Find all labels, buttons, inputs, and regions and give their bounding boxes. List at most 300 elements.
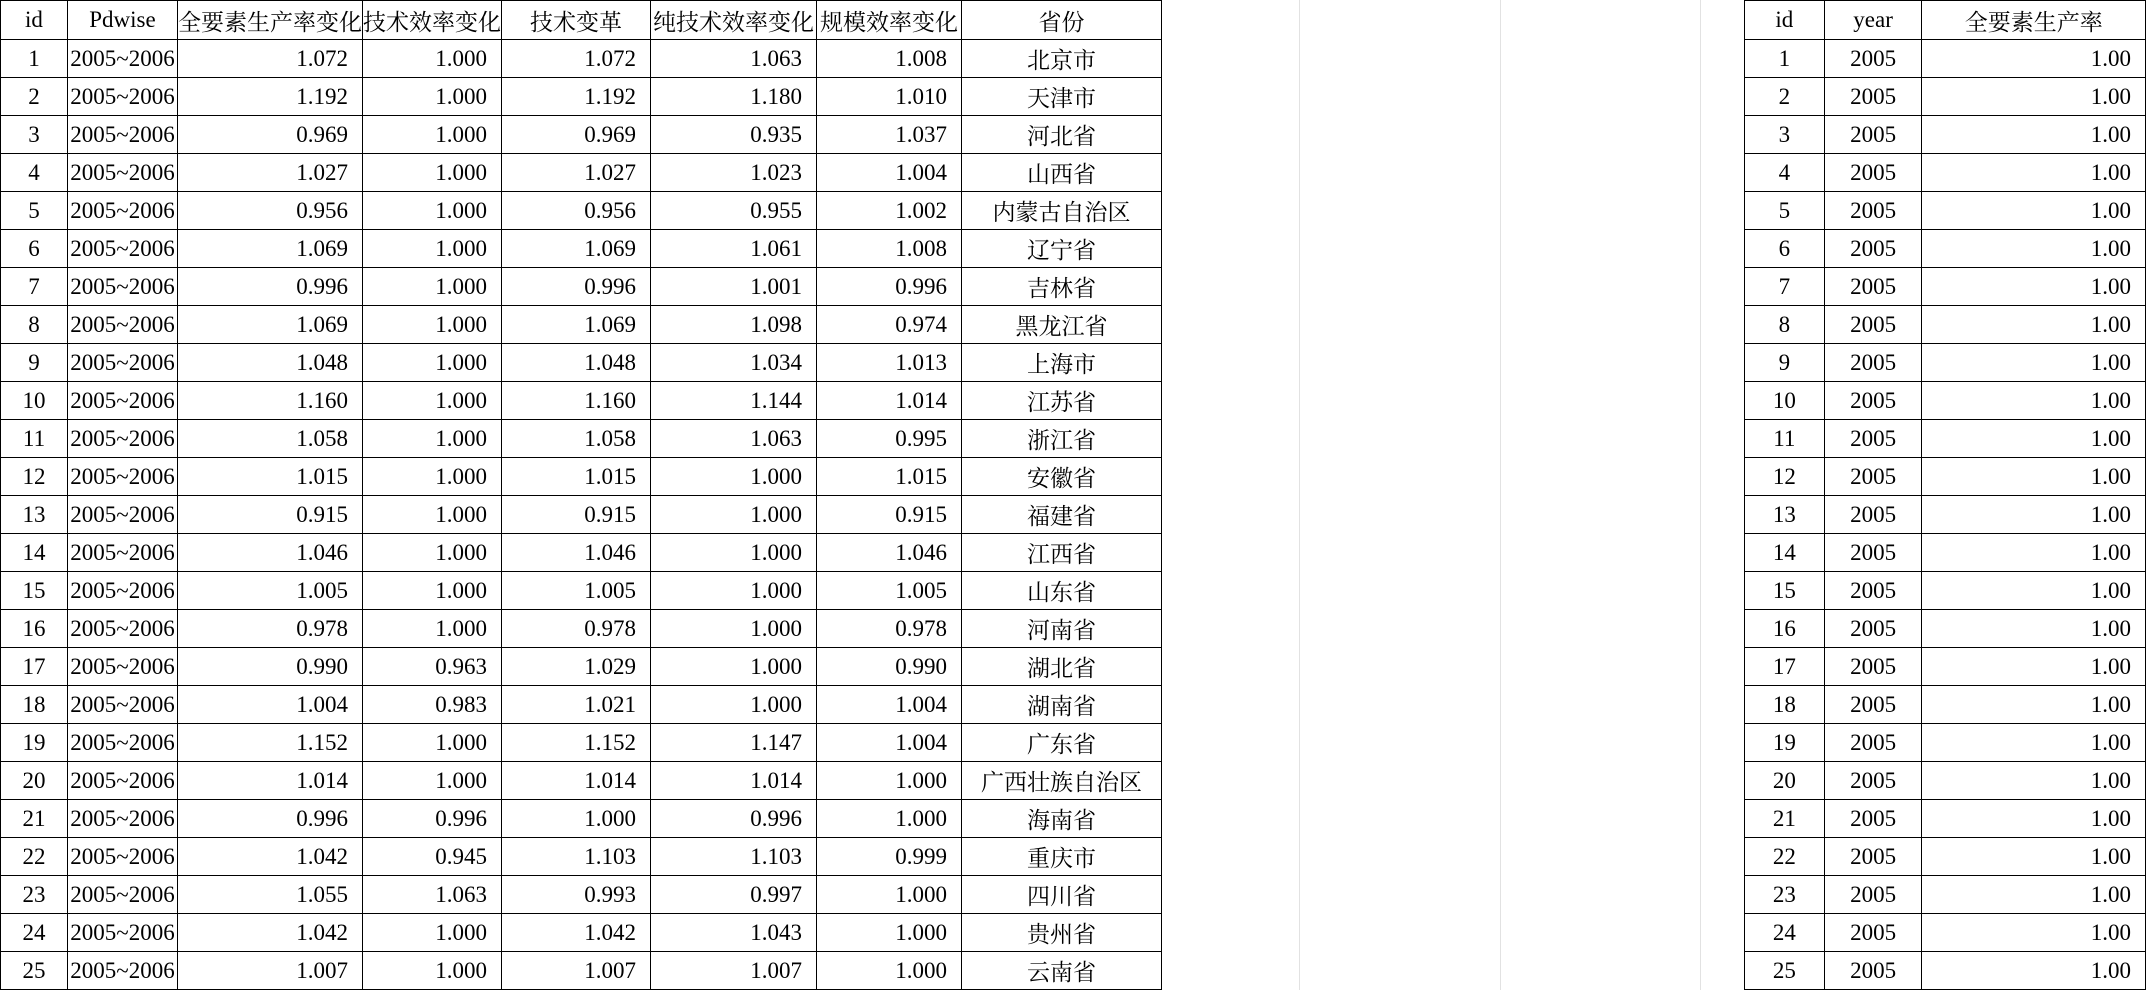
results-cell[interactable]: 2005~2006: [68, 572, 178, 610]
results-row[interactable]: [1, 458, 1162, 496]
results-cell[interactable]: 1.001: [651, 268, 817, 306]
tfp-cell[interactable]: 1.00: [1922, 686, 2146, 724]
results-cell[interactable]: 2005~2006: [68, 914, 178, 952]
results-row[interactable]: [1, 382, 1162, 420]
tfp-cell[interactable]: 25: [1745, 952, 1825, 990]
tfp-cell[interactable]: 23: [1745, 876, 1825, 914]
tfp-cell[interactable]: 12: [1745, 458, 1825, 496]
results-cell[interactable]: 江苏省: [962, 382, 1162, 420]
results-cell[interactable]: 0.996: [178, 268, 363, 306]
tfp-cell[interactable]: 1.00: [1922, 78, 2146, 116]
tfp-cell[interactable]: 2005: [1824, 534, 1922, 572]
tfp-index-table[interactable]: [1744, 0, 2146, 990]
results-cell[interactable]: 0.993: [502, 876, 651, 914]
tfp-column-header[interactable]: year: [1824, 1, 1922, 40]
results-cell[interactable]: 2005~2006: [68, 116, 178, 154]
tfp-cell[interactable]: 2005: [1824, 306, 1922, 344]
results-cell[interactable]: 1.023: [651, 154, 817, 192]
results-cell[interactable]: 1.000: [817, 914, 962, 952]
results-cell[interactable]: 1.072: [178, 40, 363, 78]
results-cell[interactable]: 2: [1, 78, 68, 116]
results-cell[interactable]: 1.147: [651, 724, 817, 762]
results-cell[interactable]: 重庆市: [962, 838, 1162, 876]
tfp-cell[interactable]: 2005: [1824, 876, 1922, 914]
tfp-cell[interactable]: 3: [1745, 116, 1825, 154]
results-row[interactable]: [1, 154, 1162, 192]
results-cell[interactable]: 2005~2006: [68, 724, 178, 762]
tfp-cell[interactable]: 2005: [1824, 420, 1922, 458]
results-row[interactable]: [1, 686, 1162, 724]
results-cell[interactable]: 1.152: [502, 724, 651, 762]
tfp-cell[interactable]: 1.00: [1922, 914, 2146, 952]
tfp-row[interactable]: [1745, 800, 2146, 838]
results-cell[interactable]: 1.000: [363, 306, 502, 344]
results-row[interactable]: [1, 534, 1162, 572]
results-cell[interactable]: 1.015: [502, 458, 651, 496]
results-cell[interactable]: 1.015: [817, 458, 962, 496]
tfp-cell[interactable]: 1.00: [1922, 572, 2146, 610]
results-cell[interactable]: 2005~2006: [68, 610, 178, 648]
results-row[interactable]: [1, 648, 1162, 686]
tfp-cell[interactable]: 1.00: [1922, 382, 2146, 420]
tfp-column-header[interactable]: 全要素生产率: [1922, 1, 2146, 40]
results-cell[interactable]: 1.000: [651, 610, 817, 648]
results-row[interactable]: [1, 876, 1162, 914]
tfp-cell[interactable]: 2005: [1824, 762, 1922, 800]
tfp-row[interactable]: [1745, 40, 2146, 78]
tfp-cell[interactable]: 6: [1745, 230, 1825, 268]
tfp-cell[interactable]: 20: [1745, 762, 1825, 800]
results-cell[interactable]: 1.000: [651, 648, 817, 686]
results-cell[interactable]: 1.007: [651, 952, 817, 990]
tfp-cell[interactable]: 2005: [1824, 610, 1922, 648]
tfp-cell[interactable]: 2005: [1824, 344, 1922, 382]
results-cell[interactable]: 0.969: [502, 116, 651, 154]
results-cell[interactable]: 贵州省: [962, 914, 1162, 952]
results-cell[interactable]: 1.192: [178, 78, 363, 116]
tfp-cell[interactable]: 1.00: [1922, 876, 2146, 914]
tfp-cell[interactable]: 1.00: [1922, 154, 2146, 192]
results-cell[interactable]: 0.915: [817, 496, 962, 534]
results-cell[interactable]: 吉林省: [962, 268, 1162, 306]
results-row[interactable]: [1, 496, 1162, 534]
results-cell[interactable]: 20: [1, 762, 68, 800]
results-cell[interactable]: 1.000: [363, 534, 502, 572]
results-cell[interactable]: 1.000: [363, 230, 502, 268]
results-cell[interactable]: 18: [1, 686, 68, 724]
results-cell[interactable]: 1.034: [651, 344, 817, 382]
results-cell[interactable]: 1.000: [363, 344, 502, 382]
results-cell[interactable]: 1.037: [817, 116, 962, 154]
results-cell[interactable]: 1.015: [178, 458, 363, 496]
results-cell[interactable]: 2005~2006: [68, 458, 178, 496]
results-row[interactable]: [1, 952, 1162, 990]
results-column-header[interactable]: 技术变革: [502, 1, 651, 40]
results-cell[interactable]: 2005~2006: [68, 420, 178, 458]
results-cell[interactable]: 1.042: [502, 914, 651, 952]
results-cell[interactable]: 21: [1, 800, 68, 838]
results-cell[interactable]: 1.005: [817, 572, 962, 610]
results-cell[interactable]: 1.000: [363, 610, 502, 648]
results-row[interactable]: [1, 192, 1162, 230]
results-cell[interactable]: 2005~2006: [68, 382, 178, 420]
results-cell[interactable]: 1.000: [363, 762, 502, 800]
results-cell[interactable]: 1.180: [651, 78, 817, 116]
results-cell[interactable]: 内蒙古自治区: [962, 192, 1162, 230]
results-cell[interactable]: 2005~2006: [68, 800, 178, 838]
results-cell[interactable]: 9: [1, 344, 68, 382]
results-cell[interactable]: 1.069: [502, 306, 651, 344]
results-cell[interactable]: 辽宁省: [962, 230, 1162, 268]
results-cell[interactable]: 0.999: [817, 838, 962, 876]
results-cell[interactable]: 0.915: [178, 496, 363, 534]
results-cell[interactable]: 1.043: [651, 914, 817, 952]
tfp-cell[interactable]: 16: [1745, 610, 1825, 648]
results-cell[interactable]: 1.000: [363, 382, 502, 420]
results-cell[interactable]: 1.063: [651, 40, 817, 78]
results-cell[interactable]: 15: [1, 572, 68, 610]
results-cell[interactable]: 23: [1, 876, 68, 914]
results-row[interactable]: [1, 78, 1162, 116]
results-cell[interactable]: 12: [1, 458, 68, 496]
results-cell[interactable]: 浙江省: [962, 420, 1162, 458]
results-cell[interactable]: 湖北省: [962, 648, 1162, 686]
tfp-cell[interactable]: 1: [1745, 40, 1825, 78]
tfp-cell[interactable]: 1.00: [1922, 610, 2146, 648]
results-cell[interactable]: 广西壮族自治区: [962, 762, 1162, 800]
results-cell[interactable]: 1.046: [178, 534, 363, 572]
results-cell[interactable]: 0.969: [178, 116, 363, 154]
tfp-cell[interactable]: 24: [1745, 914, 1825, 952]
results-cell[interactable]: 1.042: [178, 838, 363, 876]
results-cell[interactable]: 福建省: [962, 496, 1162, 534]
results-cell[interactable]: 1.000: [363, 78, 502, 116]
results-cell[interactable]: 1.027: [502, 154, 651, 192]
tfp-cell[interactable]: 10: [1745, 382, 1825, 420]
tfp-row[interactable]: [1745, 192, 2146, 230]
tfp-cell[interactable]: 7: [1745, 268, 1825, 306]
results-cell[interactable]: 1.055: [178, 876, 363, 914]
tfp-cell[interactable]: 8: [1745, 306, 1825, 344]
results-cell[interactable]: 0.956: [502, 192, 651, 230]
tfp-cell[interactable]: 1.00: [1922, 230, 2146, 268]
results-cell[interactable]: 1.013: [817, 344, 962, 382]
results-cell[interactable]: 0.974: [817, 306, 962, 344]
results-cell[interactable]: 0.996: [651, 800, 817, 838]
results-cell[interactable]: 1.008: [817, 40, 962, 78]
results-row[interactable]: [1, 116, 1162, 154]
results-cell[interactable]: 0.995: [817, 420, 962, 458]
results-cell[interactable]: 2005~2006: [68, 306, 178, 344]
tfp-row[interactable]: [1745, 534, 2146, 572]
tfp-cell[interactable]: 14: [1745, 534, 1825, 572]
results-cell[interactable]: 1.005: [178, 572, 363, 610]
results-row[interactable]: [1, 914, 1162, 952]
tfp-cell[interactable]: 1.00: [1922, 838, 2146, 876]
results-cell[interactable]: 1.000: [651, 458, 817, 496]
results-row[interactable]: [1, 40, 1162, 78]
tfp-cell[interactable]: 2005: [1824, 914, 1922, 952]
tfp-cell[interactable]: 19: [1745, 724, 1825, 762]
tfp-cell[interactable]: 2: [1745, 78, 1825, 116]
tfp-cell[interactable]: 13: [1745, 496, 1825, 534]
results-cell[interactable]: 2005~2006: [68, 40, 178, 78]
tfp-cell[interactable]: 2005: [1824, 116, 1922, 154]
results-cell[interactable]: 11: [1, 420, 68, 458]
tfp-cell[interactable]: 1.00: [1922, 306, 2146, 344]
results-cell[interactable]: 1.000: [363, 192, 502, 230]
tfp-cell[interactable]: 21: [1745, 800, 1825, 838]
results-cell[interactable]: 1: [1, 40, 68, 78]
results-cell[interactable]: 1.098: [651, 306, 817, 344]
results-column-header[interactable]: 纯技术效率变化: [651, 1, 817, 40]
tfp-row[interactable]: [1745, 116, 2146, 154]
results-cell[interactable]: 13: [1, 496, 68, 534]
results-row[interactable]: [1, 724, 1162, 762]
tfp-cell[interactable]: 2005: [1824, 838, 1922, 876]
tfp-row[interactable]: [1745, 610, 2146, 648]
results-cell[interactable]: 1.069: [178, 230, 363, 268]
tfp-row[interactable]: [1745, 458, 2146, 496]
results-cell[interactable]: 17: [1, 648, 68, 686]
results-cell[interactable]: 1.152: [178, 724, 363, 762]
results-cell[interactable]: 1.042: [178, 914, 363, 952]
tfp-cell[interactable]: 2005: [1824, 496, 1922, 534]
tfp-cell[interactable]: 1.00: [1922, 762, 2146, 800]
results-cell[interactable]: 1.027: [178, 154, 363, 192]
results-cell[interactable]: 2005~2006: [68, 230, 178, 268]
results-row[interactable]: [1, 572, 1162, 610]
tfp-column-header[interactable]: id: [1745, 1, 1825, 40]
results-cell[interactable]: 0.996: [363, 800, 502, 838]
results-cell[interactable]: 1.000: [363, 496, 502, 534]
results-cell[interactable]: 2005~2006: [68, 838, 178, 876]
tfp-row[interactable]: [1745, 572, 2146, 610]
results-cell[interactable]: 云南省: [962, 952, 1162, 990]
tfp-cell[interactable]: 11: [1745, 420, 1825, 458]
tfp-cell[interactable]: 9: [1745, 344, 1825, 382]
results-cell[interactable]: 1.014: [817, 382, 962, 420]
tfp-cell[interactable]: 2005: [1824, 572, 1922, 610]
results-cell[interactable]: 1.192: [502, 78, 651, 116]
results-cell[interactable]: 5: [1, 192, 68, 230]
tfp-cell[interactable]: 1.00: [1922, 800, 2146, 838]
results-row[interactable]: [1, 230, 1162, 268]
tfp-row[interactable]: [1745, 154, 2146, 192]
results-cell[interactable]: 2005~2006: [68, 534, 178, 572]
results-cell[interactable]: 1.000: [817, 876, 962, 914]
results-row[interactable]: [1, 420, 1162, 458]
tfp-cell[interactable]: 1.00: [1922, 534, 2146, 572]
results-cell[interactable]: 1.000: [817, 952, 962, 990]
results-cell[interactable]: 河南省: [962, 610, 1162, 648]
tfp-cell[interactable]: 22: [1745, 838, 1825, 876]
results-cell[interactable]: 1.103: [651, 838, 817, 876]
results-cell[interactable]: 安徽省: [962, 458, 1162, 496]
results-cell[interactable]: 湖南省: [962, 686, 1162, 724]
results-cell[interactable]: 22: [1, 838, 68, 876]
results-column-header[interactable]: 省份: [962, 1, 1162, 40]
results-cell[interactable]: 广东省: [962, 724, 1162, 762]
results-column-header[interactable]: Pdwise: [68, 1, 178, 40]
results-row[interactable]: [1, 268, 1162, 306]
tfp-cell[interactable]: 17: [1745, 648, 1825, 686]
results-cell[interactable]: 1.014: [502, 762, 651, 800]
tfp-row[interactable]: [1745, 686, 2146, 724]
results-cell[interactable]: 0.978: [502, 610, 651, 648]
results-cell[interactable]: 1.014: [651, 762, 817, 800]
results-cell[interactable]: 0.915: [502, 496, 651, 534]
results-cell[interactable]: 1.000: [817, 800, 962, 838]
tfp-cell[interactable]: 15: [1745, 572, 1825, 610]
tfp-row[interactable]: [1745, 306, 2146, 344]
tfp-cell[interactable]: 1.00: [1922, 724, 2146, 762]
tfp-row[interactable]: [1745, 268, 2146, 306]
results-cell[interactable]: 1.004: [817, 724, 962, 762]
results-cell[interactable]: 1.010: [817, 78, 962, 116]
tfp-row[interactable]: [1745, 914, 2146, 952]
tfp-row[interactable]: [1745, 838, 2146, 876]
tfp-cell[interactable]: 2005: [1824, 686, 1922, 724]
results-cell[interactable]: 4: [1, 154, 68, 192]
tfp-cell[interactable]: 2005: [1824, 382, 1922, 420]
tfp-cell[interactable]: 2005: [1824, 724, 1922, 762]
results-cell[interactable]: 0.996: [178, 800, 363, 838]
results-cell[interactable]: 10: [1, 382, 68, 420]
results-cell[interactable]: 2005~2006: [68, 496, 178, 534]
results-cell[interactable]: 天津市: [962, 78, 1162, 116]
results-cell[interactable]: 2005~2006: [68, 154, 178, 192]
results-cell[interactable]: 1.000: [363, 572, 502, 610]
results-row[interactable]: [1, 762, 1162, 800]
results-cell[interactable]: 1.069: [178, 306, 363, 344]
results-column-header[interactable]: 规模效率变化: [817, 1, 962, 40]
results-cell[interactable]: 1.046: [817, 534, 962, 572]
results-cell[interactable]: 1.007: [502, 952, 651, 990]
results-cell[interactable]: 1.000: [363, 724, 502, 762]
results-row[interactable]: [1, 344, 1162, 382]
results-cell[interactable]: 1.004: [817, 154, 962, 192]
results-cell[interactable]: 1.000: [363, 268, 502, 306]
results-cell[interactable]: 山西省: [962, 154, 1162, 192]
tfp-cell[interactable]: 2005: [1824, 230, 1922, 268]
tfp-cell[interactable]: 1.00: [1922, 648, 2146, 686]
results-cell[interactable]: 3: [1, 116, 68, 154]
results-row[interactable]: [1, 610, 1162, 648]
results-cell[interactable]: 0.963: [363, 648, 502, 686]
results-cell[interactable]: 1.000: [363, 40, 502, 78]
results-cell[interactable]: 2005~2006: [68, 78, 178, 116]
results-cell[interactable]: 0.996: [502, 268, 651, 306]
results-cell[interactable]: 2005~2006: [68, 686, 178, 724]
results-cell[interactable]: 1.046: [502, 534, 651, 572]
results-cell[interactable]: 16: [1, 610, 68, 648]
results-cell[interactable]: 1.063: [363, 876, 502, 914]
results-column-header[interactable]: 全要素生产率变化: [178, 1, 363, 40]
results-cell[interactable]: 1.000: [817, 762, 962, 800]
tfp-row[interactable]: [1745, 78, 2146, 116]
tfp-cell[interactable]: 5: [1745, 192, 1825, 230]
results-cell[interactable]: 1.002: [817, 192, 962, 230]
results-cell[interactable]: 江西省: [962, 534, 1162, 572]
tfp-row[interactable]: [1745, 762, 2146, 800]
results-cell[interactable]: 1.000: [363, 914, 502, 952]
tfp-cell[interactable]: 2005: [1824, 648, 1922, 686]
results-cell[interactable]: 14: [1, 534, 68, 572]
results-cell[interactable]: 0.978: [178, 610, 363, 648]
results-cell[interactable]: 1.063: [651, 420, 817, 458]
results-cell[interactable]: 河北省: [962, 116, 1162, 154]
results-cell[interactable]: 1.048: [502, 344, 651, 382]
results-cell[interactable]: 8: [1, 306, 68, 344]
results-cell[interactable]: 1.021: [502, 686, 651, 724]
tfp-cell[interactable]: 1.00: [1922, 496, 2146, 534]
results-cell[interactable]: 1.072: [502, 40, 651, 78]
tfp-cell[interactable]: 2005: [1824, 952, 1922, 990]
results-column-header[interactable]: id: [1, 1, 68, 40]
tfp-cell[interactable]: 2005: [1824, 154, 1922, 192]
tfp-cell[interactable]: 2005: [1824, 458, 1922, 496]
tfp-row[interactable]: [1745, 382, 2146, 420]
results-cell[interactable]: 1.048: [178, 344, 363, 382]
tfp-cell[interactable]: 1.00: [1922, 116, 2146, 154]
tfp-cell[interactable]: 1.00: [1922, 344, 2146, 382]
results-cell[interactable]: 1.000: [363, 420, 502, 458]
results-cell[interactable]: 0.955: [651, 192, 817, 230]
results-cell[interactable]: 1.000: [651, 572, 817, 610]
results-row[interactable]: [1, 838, 1162, 876]
results-cell[interactable]: 1.008: [817, 230, 962, 268]
results-cell[interactable]: 上海市: [962, 344, 1162, 382]
results-cell[interactable]: 0.945: [363, 838, 502, 876]
tfp-row[interactable]: [1745, 724, 2146, 762]
tfp-cell[interactable]: 2005: [1824, 192, 1922, 230]
results-cell[interactable]: 四川省: [962, 876, 1162, 914]
results-cell[interactable]: 25: [1, 952, 68, 990]
tfp-cell[interactable]: 4: [1745, 154, 1825, 192]
tfp-row[interactable]: [1745, 344, 2146, 382]
tfp-cell[interactable]: 1.00: [1922, 420, 2146, 458]
results-cell[interactable]: 1.029: [502, 648, 651, 686]
results-cell[interactable]: 2005~2006: [68, 192, 178, 230]
tfp-cell[interactable]: 2005: [1824, 40, 1922, 78]
tfp-row[interactable]: [1745, 648, 2146, 686]
results-cell[interactable]: 0.997: [651, 876, 817, 914]
results-column-header[interactable]: 技术效率变化: [363, 1, 502, 40]
tfp-row[interactable]: [1745, 876, 2146, 914]
results-cell[interactable]: 0.978: [817, 610, 962, 648]
results-cell[interactable]: 2005~2006: [68, 876, 178, 914]
results-cell[interactable]: 黑龙江省: [962, 306, 1162, 344]
results-cell[interactable]: 1.058: [502, 420, 651, 458]
results-row[interactable]: [1, 306, 1162, 344]
results-cell[interactable]: 1.014: [178, 762, 363, 800]
tfp-cell[interactable]: 1.00: [1922, 458, 2146, 496]
results-cell[interactable]: 1.000: [651, 686, 817, 724]
results-cell[interactable]: 0.996: [817, 268, 962, 306]
tfp-row[interactable]: [1745, 230, 2146, 268]
results-cell[interactable]: 1.160: [502, 382, 651, 420]
results-cell[interactable]: 1.144: [651, 382, 817, 420]
results-cell[interactable]: 1.005: [502, 572, 651, 610]
results-cell[interactable]: 6: [1, 230, 68, 268]
tfp-cell[interactable]: 2005: [1824, 800, 1922, 838]
results-cell[interactable]: 1.058: [178, 420, 363, 458]
results-cell[interactable]: 1.160: [178, 382, 363, 420]
results-cell[interactable]: 1.007: [178, 952, 363, 990]
results-cell[interactable]: 1.004: [817, 686, 962, 724]
tfp-cell[interactable]: 1.00: [1922, 192, 2146, 230]
